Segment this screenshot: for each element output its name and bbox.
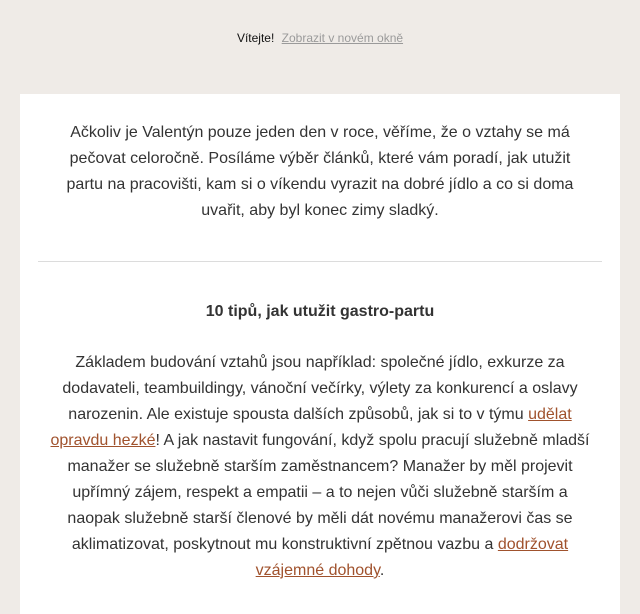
- article-link-agreements[interactable]: dodržovat vzájemné dohody: [255, 536, 569, 579]
- article-text-3: .: [379, 562, 385, 579]
- article-title: 10 tipů, jak utužit gastro-partu: [205, 303, 435, 320]
- article-text-1: Základem budování vztahů jsou například: společné jídlo, exkurze za dodavateli, teambuildingy, vánoční večírky, výlety za konkurencí a oslavy narozenin. Ale existuje spousta dalších způsobů, jak si to v týmu: [62, 354, 578, 423]
- article-body: [50, 350, 590, 584]
- intro-paragraph: Ačkoliv je Valentýn pouze jeden den v roce, věříme, že o vztahy se má pečovat celoročně. Posíláme výběr článků, které vám poradí, jak utužit partu na pracovišti, kam si o víkendu vyrazit na dobré jídlo a co si doma uvařit, aby byl konec zimy sladký.: [66, 124, 574, 219]
- article-text-2: ! A jak nastavit fungování, když spolu pracují služebně mladší manažer se služebně starším zaměstnancem? Manažer by měl projevit upřímný zájem, respekt a empatii – a to nejen vůči služebně starším a naopak služebně starší členové by měli dát novému manažerovi čas se aklimatizovat, poskytnout mu konstruktivní zpětnou vazbu a: [67, 432, 590, 553]
- section-divider: [38, 261, 602, 262]
- welcome-text: Vítejte!: [236, 31, 275, 45]
- article-link-team[interactable]: udělat opravdu hezké: [50, 406, 572, 449]
- preheader: [0, 30, 640, 46]
- view-in-browser-link[interactable]: Zobrazit v novém okně: [281, 31, 404, 45]
